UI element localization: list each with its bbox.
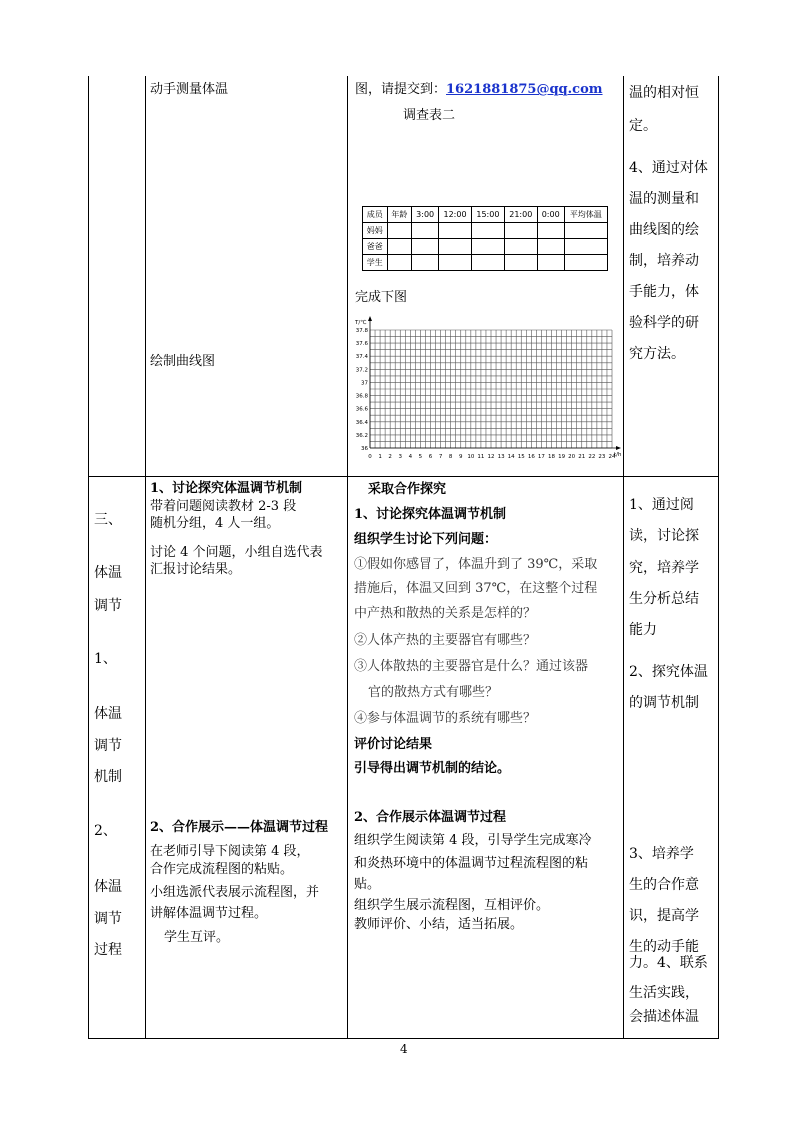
y-axis-arrow — [368, 316, 372, 321]
teacher-activity-1-sub: 组织学生讨论下列问题： — [354, 532, 498, 547]
student-activity-1-line: 随机分组，4 人一组。 — [150, 516, 280, 531]
objective-line: 4、通过对体 — [629, 160, 708, 176]
activity-measure-temp: 动手测量体温 — [150, 82, 229, 97]
objective-line: 温的测量和 — [629, 191, 699, 207]
student-activity-1-line: 汇报讨论结果。 — [150, 562, 242, 577]
objective-line: 制，培养动 — [629, 253, 699, 269]
student-activity-2-line: 小组选派代表展示流程图，并 — [150, 885, 320, 900]
question-4: ④参与体温调节的系统有哪些？ — [354, 711, 537, 726]
survey-header: 平均体温 — [564, 207, 607, 223]
x-axis-label: t/h — [614, 452, 622, 458]
objective-line: 温的相对恒 — [629, 85, 699, 101]
survey-cell — [439, 255, 472, 271]
x-tick-label: 22 — [588, 454, 596, 460]
survey-row-label: 妈妈 — [363, 223, 388, 239]
x-tick-label: 7 — [438, 454, 443, 460]
teacher-activity-2-line: 组织学生展示流程图，互相评价。 — [354, 898, 550, 913]
section-label: 三、 — [94, 512, 122, 528]
survey-cell — [439, 239, 472, 255]
table-row-divider — [88, 476, 719, 477]
objective-line: 会描述体温 — [629, 1009, 699, 1025]
x-tick-label: 13 — [497, 454, 505, 460]
submit-prefix: 图，请提交到： — [355, 82, 447, 97]
survey-cell — [412, 255, 439, 271]
question-1-line: 中产热和散热的关系是怎样的？ — [354, 606, 537, 621]
y-tick-label: 37.2 — [355, 367, 368, 374]
table-border-right — [718, 76, 719, 1038]
section-label: 体温 — [94, 706, 122, 722]
survey-header: 成员 — [363, 207, 388, 223]
section-label: 调节 — [94, 911, 122, 927]
survey-cell — [504, 255, 537, 271]
survey-cell — [504, 223, 537, 239]
y-tick-label: 37.8 — [355, 328, 368, 334]
section-label: 体温 — [94, 565, 122, 581]
survey-cell — [471, 239, 504, 255]
objective-line: 生分析总结 — [629, 591, 699, 607]
survey-cell — [412, 239, 439, 255]
objective-line: 3、培养学 — [629, 846, 694, 862]
complete-chart-label: 完成下图 — [355, 290, 408, 305]
table-border-col3 — [347, 76, 348, 1038]
objective-line: 究方法。 — [629, 346, 685, 362]
survey-cell — [537, 239, 564, 255]
x-tick-label: 5 — [418, 454, 423, 460]
survey-cell — [387, 255, 412, 271]
question-3-line: ③人体散热的主要器官是什么？通过该器 — [354, 659, 589, 674]
x-tick-label: 19 — [558, 454, 566, 460]
survey-header: 21:00 — [504, 207, 537, 223]
x-tick-label: 8 — [448, 454, 453, 460]
objective-line: 定。 — [629, 118, 657, 134]
student-activity-1-title: 1、讨论探究体温调节机制 — [150, 481, 303, 496]
section-label: 1、 — [94, 651, 117, 667]
section-label: 机制 — [94, 769, 122, 785]
question-1-line: ①假如你感冒了，体温升到了 39℃，采取 — [354, 557, 598, 572]
survey-row — [363, 239, 608, 255]
section-label: 调节 — [94, 738, 122, 754]
y-tick-label: 36.2 — [355, 432, 368, 439]
student-activity-1-line: 讨论 4 个问题，小组自选代表 — [150, 545, 323, 560]
x-tick-label: 12 — [487, 454, 495, 460]
survey-cell — [387, 223, 412, 239]
objective-line: 生活实践， — [629, 985, 699, 1001]
x-tick-label: 6 — [428, 454, 433, 460]
objective-line: 手能力，体 — [629, 284, 699, 300]
survey-cell — [504, 239, 537, 255]
table-border-left — [88, 76, 89, 1038]
objective-line: 力。4、联系 — [629, 955, 708, 971]
page-number: 4 — [400, 1042, 408, 1056]
teacher-activity-2-line: 和炎热环境中的体温调节过程流程图的粘 — [354, 856, 589, 871]
survey-cell — [471, 255, 504, 271]
student-activity-1-line: 带着问题阅读教材 2-3 段 — [150, 499, 297, 514]
survey-header: 年龄 — [387, 207, 412, 223]
y-axis-label: T/℃ — [355, 320, 367, 326]
survey-header-row — [363, 207, 608, 223]
x-tick-label: 1 — [378, 454, 382, 460]
student-activity-2-line: 合作完成流程图的粘贴。 — [150, 862, 294, 877]
submit-instruction — [355, 82, 603, 98]
x-tick-label: 24 — [608, 454, 616, 460]
survey-header: 15:00 — [471, 207, 504, 223]
evaluation-2: 引导得出调节机制的结论。 — [354, 761, 511, 776]
x-tick-label: 16 — [527, 454, 535, 460]
y-tick-label: 37.4 — [355, 354, 368, 361]
survey-cell — [564, 255, 607, 271]
x-tick-label: 21 — [578, 454, 586, 460]
question-2: ②人体产热的主要器官有哪些？ — [354, 633, 537, 648]
x-tick-label: 10 — [467, 454, 475, 460]
x-tick-label: 18 — [548, 454, 555, 460]
table-border-bottom — [88, 1038, 719, 1039]
objective-line: 读，讨论探 — [629, 528, 699, 544]
question-3-line: 官的散热方式有哪些？ — [368, 685, 499, 700]
survey-header: 3:00 — [412, 207, 439, 223]
x-tick-label: 23 — [598, 454, 606, 460]
y-tick-label: 37.6 — [355, 341, 368, 348]
question-1-line: 措施后，体温又回到 37℃，在这整个过程 — [354, 581, 598, 596]
section-label: 体温 — [94, 879, 122, 895]
x-tick-label: 0 — [368, 454, 372, 460]
objective-line: 验科学的研 — [629, 315, 699, 331]
section-label: 2、 — [94, 823, 117, 839]
objective-line: 生的合作意 — [629, 877, 699, 893]
survey-cell — [564, 223, 607, 239]
activity-draw-curve: 绘制曲线图 — [150, 354, 216, 369]
survey-header: 0:00 — [537, 207, 564, 223]
survey-table — [362, 206, 608, 271]
evaluation-1: 评价讨论结果 — [354, 737, 433, 752]
survey-row-label: 学生 — [363, 255, 388, 271]
survey-row — [363, 223, 608, 239]
student-activity-2-line: 学生互评。 — [164, 930, 230, 945]
student-activity-2-line: 在老师引导下阅读第 4 段， — [150, 844, 310, 859]
y-tick-label: 36.8 — [355, 393, 368, 400]
x-tick-label: 20 — [568, 454, 576, 460]
objective-line: 能力 — [629, 622, 657, 638]
x-tick-label: 14 — [507, 454, 515, 460]
x-tick-label: 2 — [388, 454, 392, 460]
x-axis-arrow — [616, 446, 621, 450]
table-border-col4 — [623, 76, 624, 1038]
temperature-grid-chart — [352, 314, 624, 466]
objective-line: 曲线图的绘 — [629, 222, 699, 238]
y-tick-label: 36 — [361, 446, 368, 452]
objective-line: 识，提高学 — [629, 908, 699, 924]
objective-line: 究，培养学 — [629, 560, 699, 576]
teacher-activity-2-line: 组织学生阅读第 4 段，引导学生完成寒冷 — [354, 833, 592, 848]
survey-cell — [471, 223, 504, 239]
survey-cell — [439, 223, 472, 239]
x-tick-label: 15 — [517, 454, 525, 460]
email-link[interactable]: 1621881875@qq.com — [446, 82, 603, 97]
x-tick-label: 3 — [398, 454, 402, 460]
x-tick-label: 11 — [477, 454, 485, 460]
y-tick-label: 36.4 — [355, 419, 368, 426]
x-tick-label: 9 — [459, 454, 463, 460]
table-border-col2 — [145, 76, 146, 1038]
student-activity-2-title: 2、合作展示——体温调节过程 — [150, 820, 329, 835]
teacher-heading: 采取合作探究 — [368, 482, 447, 497]
x-tick-label: 4 — [408, 454, 413, 460]
teacher-activity-2-line: 教师评价、小结，适当拓展。 — [354, 917, 524, 932]
survey-cell — [537, 223, 564, 239]
objective-line: 2、探究体温 — [629, 664, 708, 680]
objective-line: 的调节机制 — [629, 695, 699, 711]
survey-cell — [412, 223, 439, 239]
survey-cell — [537, 255, 564, 271]
y-tick-label: 36.6 — [355, 406, 368, 413]
survey-row — [363, 255, 608, 271]
teacher-activity-1-title: 1、讨论探究体温调节机制 — [354, 507, 507, 522]
student-activity-2-line: 讲解体温调节过程。 — [150, 906, 268, 921]
objective-line: 1、通过阅 — [629, 497, 694, 513]
teacher-activity-2-title: 2、合作展示体温调节过程 — [354, 810, 507, 825]
section-label: 过程 — [94, 942, 122, 958]
section-label: 调节 — [94, 598, 122, 614]
survey-cell — [387, 239, 412, 255]
x-tick-label: 17 — [537, 454, 545, 460]
survey-header: 12:00 — [439, 207, 472, 223]
objective-line: 生的动手能 — [629, 939, 699, 955]
y-tick-label: 37 — [361, 380, 368, 387]
teacher-activity-2-line: 贴。 — [354, 877, 381, 892]
survey-row-label: 爸爸 — [363, 239, 388, 255]
survey-cell — [564, 239, 607, 255]
survey-table-title: 调查表二 — [403, 108, 456, 123]
